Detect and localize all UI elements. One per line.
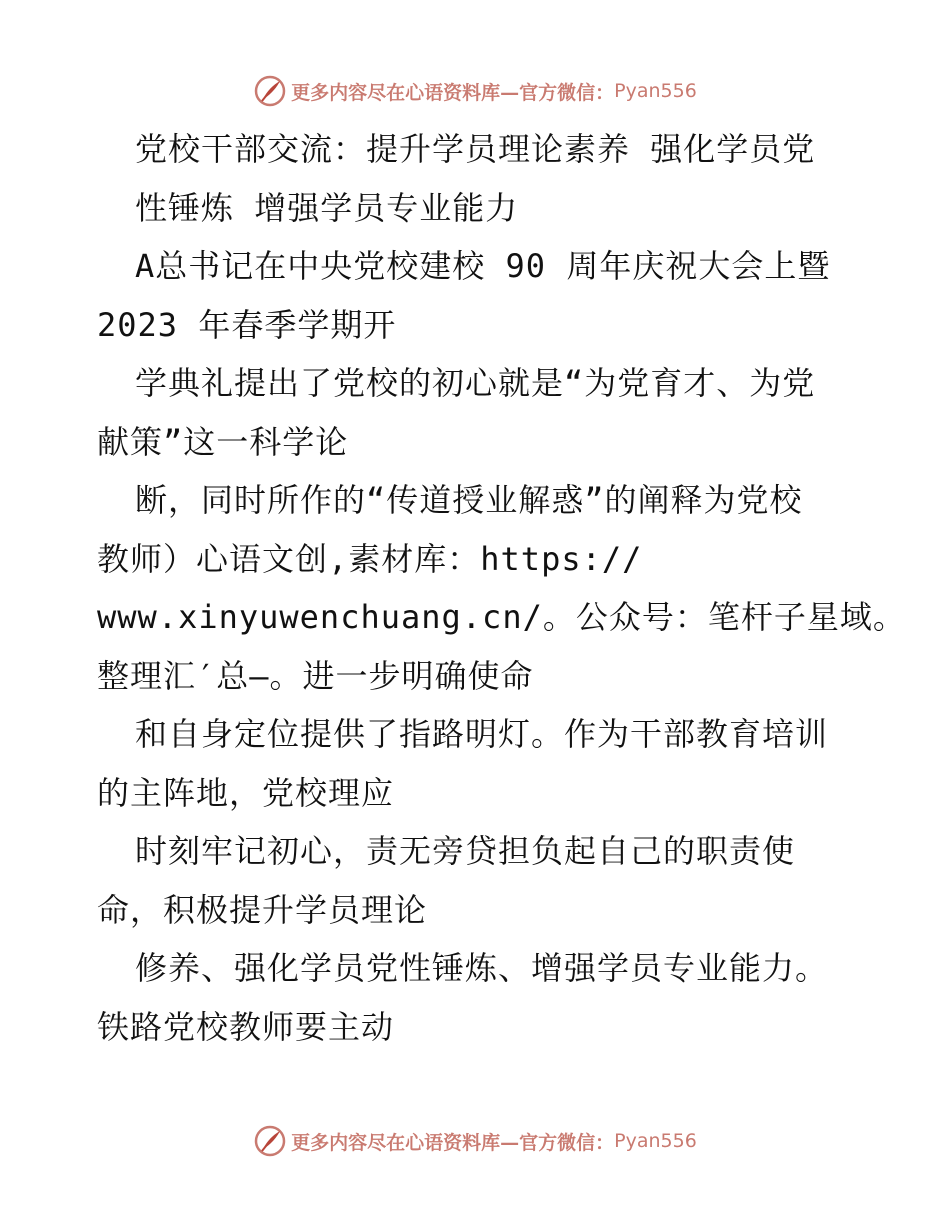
watermark-account: Pyan556	[614, 80, 697, 102]
text-line: 整理汇′总—。进一步明确使命	[97, 656, 534, 695]
footer-watermark	[0, 1121, 950, 1161]
text-line: 时刻牢记初心，责无旁贷担负起自己的职责使	[135, 832, 796, 870]
feather-pen-icon	[253, 1124, 287, 1158]
text-line: 和自身定位提供了指路明灯。作为干部教育培训	[135, 715, 829, 753]
text-line: 修养、强化学员党性锤炼、增强学员专业能力。	[135, 949, 829, 987]
text-line: 的主阵地，党校理应	[97, 773, 395, 812]
watermark-account: Pyan556	[614, 1130, 697, 1152]
feather-pen-icon	[253, 74, 287, 108]
text-line: www.xinyuwenchuang.cn/。公众号：笔杆子星域。	[97, 598, 906, 636]
text-line: 学典礼提出了党校的初心就是“为党育才、为党	[135, 364, 816, 402]
text-line: 2023 年春季学期开	[97, 305, 397, 344]
text-line: A总书记在中央党校建校 90 周年庆祝大会上暨	[135, 247, 831, 285]
text-line: 性锤炼 增强学员专业能力	[135, 188, 519, 227]
watermark-text: 更多内容尽在心语资料库—官方微信：	[291, 1131, 615, 1154]
header-watermark	[0, 71, 950, 111]
watermark-text: 更多内容尽在心语资料库—官方微信：	[291, 81, 615, 104]
document-body	[97, 120, 906, 1056]
text-line: 铁路党校教师要主动	[97, 1007, 395, 1046]
text-line: 献策”这一科学论	[97, 422, 349, 461]
text-line: 教师）心语文创,素材库：https://	[97, 539, 643, 578]
text-line: 断，同时所作的“传道授业解惑”的阐释为党校	[135, 481, 803, 519]
text-line: 党校干部交流：提升学员理论素养 强化学员党	[135, 130, 816, 168]
text-line: 命，积极提升学员理论	[97, 890, 428, 929]
